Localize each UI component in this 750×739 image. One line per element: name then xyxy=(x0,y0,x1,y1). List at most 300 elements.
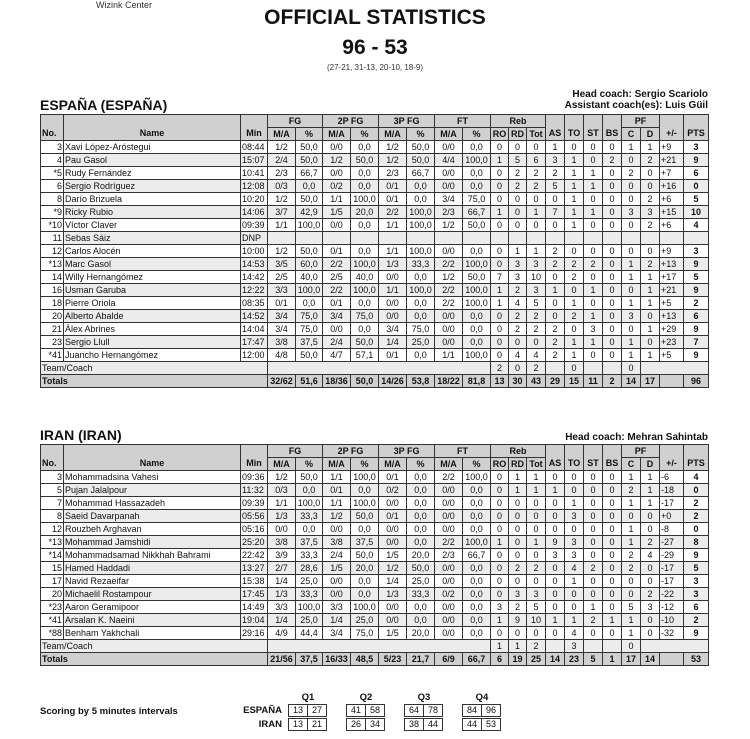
stat-p3 xyxy=(379,232,407,245)
stat-p3p: 0,0 xyxy=(407,180,435,193)
stat-bs: 0 xyxy=(603,258,622,271)
stat-as: 0 xyxy=(546,497,565,510)
stat-p3p: 0,0 xyxy=(407,614,435,627)
interval-score-box xyxy=(346,704,385,717)
stat-as: 1 xyxy=(546,614,565,627)
stat-ro: 0 xyxy=(491,523,509,536)
total-to: 23 xyxy=(565,653,584,666)
stat-st: 0 xyxy=(584,349,603,362)
stat-fg: 2/7 xyxy=(268,562,296,575)
interval-score: 84 xyxy=(463,705,482,716)
stat-rd: 0 xyxy=(509,523,527,536)
stat-rd: 5 xyxy=(509,154,527,167)
stat-pm: +16 xyxy=(660,180,684,193)
col-c: C xyxy=(622,458,641,471)
player-name: Víctor Claver xyxy=(64,219,241,232)
stat-p3: 0/1 xyxy=(379,471,407,484)
player-name: Marc Gasol xyxy=(64,258,241,271)
stat-ftp: 0,0 xyxy=(463,523,491,536)
stat-p2: 3/4 xyxy=(323,627,351,640)
player-number: *10 xyxy=(41,219,64,232)
total-rd: 19 xyxy=(509,653,527,666)
stat-ro: 1 xyxy=(491,536,509,549)
stat-fgp: 0,0 xyxy=(296,523,323,536)
stat-p3p: 0,0 xyxy=(407,523,435,536)
stat-fg: 2/5 xyxy=(268,271,296,284)
stat-d: 1 xyxy=(641,484,660,497)
stat-to: 0 xyxy=(565,588,584,601)
stat-to: 1 xyxy=(565,180,584,193)
team-stat-ro: 2 xyxy=(491,362,509,375)
player-minutes: 09:39 xyxy=(241,219,268,232)
stat-rd: 1 xyxy=(509,484,527,497)
player-name: Mohammadsamad Nikkhah Bahrami xyxy=(64,549,241,562)
stat-st: 1 xyxy=(584,180,603,193)
player-row xyxy=(41,562,709,575)
stat-pm: -27 xyxy=(660,536,684,549)
stat-pm: +0 xyxy=(660,510,684,523)
stat-p3p: 100,0 xyxy=(407,219,435,232)
stat-p3: 2/3 xyxy=(379,167,407,180)
stat-p2: 0/1 xyxy=(323,484,351,497)
stat-p2p: 25,0 xyxy=(351,614,379,627)
min-spacer xyxy=(241,115,268,128)
total-p2p: 48,5 xyxy=(351,653,379,666)
stat-pts: 2 xyxy=(684,497,709,510)
stat-c: 1 xyxy=(622,497,641,510)
col-name: Name xyxy=(64,128,241,141)
col-ro: RO xyxy=(491,458,509,471)
stat-p3: 1/4 xyxy=(379,575,407,588)
header-group-row xyxy=(41,115,709,128)
stat-p2: 0/0 xyxy=(323,141,351,154)
total-p3: 5/23 xyxy=(379,653,407,666)
stat-ft: 0/0 xyxy=(435,614,463,627)
stat-p3p: 0,0 xyxy=(407,601,435,614)
stat-fg: 1/2 xyxy=(268,245,296,258)
stat-d: 1 xyxy=(641,323,660,336)
stat-tot: 0 xyxy=(527,523,546,536)
stat-pts: 2 xyxy=(684,510,709,523)
stat-ftp: 0,0 xyxy=(463,614,491,627)
stat-ft: 0/0 xyxy=(435,336,463,349)
stat-fgp: 28,6 xyxy=(296,562,323,575)
total-d: 17 xyxy=(641,375,660,388)
stat-p3: 1/4 xyxy=(379,336,407,349)
player-name: Mohammad Jamshidi xyxy=(64,536,241,549)
stat-rd: 0 xyxy=(509,549,527,562)
total-st: 11 xyxy=(584,375,603,388)
player-row xyxy=(41,284,709,297)
stat-rd: 2 xyxy=(509,562,527,575)
col-rd: RD xyxy=(509,128,527,141)
stat-fgp: 100,0 xyxy=(296,219,323,232)
stat-st: 1 xyxy=(584,310,603,323)
stat-p2: 2/4 xyxy=(323,336,351,349)
stat-bs: 0 xyxy=(603,219,622,232)
stat-p2p: 100,0 xyxy=(351,471,379,484)
col-fg-pct: % xyxy=(296,128,323,141)
total-ro: 6 xyxy=(491,653,509,666)
stat-rd: 0 xyxy=(509,336,527,349)
col-bs: BS xyxy=(603,128,622,141)
stat-pm: -8 xyxy=(660,523,684,536)
stat-d: 4 xyxy=(641,549,660,562)
stat-pts: 5 xyxy=(684,271,709,284)
player-name: Navid Rezaeifar xyxy=(64,575,241,588)
player-name: Pujan Jalalpour xyxy=(64,484,241,497)
stat-bs: 0 xyxy=(603,206,622,219)
total-ft: 6/9 xyxy=(435,653,463,666)
player-minutes: 08:44 xyxy=(241,141,268,154)
totals-row xyxy=(41,653,709,666)
interval-score-box xyxy=(346,718,385,731)
total-as: 14 xyxy=(546,653,565,666)
player-name: Xavi López-Aróstegui xyxy=(64,141,241,154)
team-stat-rd: 0 xyxy=(509,362,527,375)
stat-as: 1 xyxy=(546,484,565,497)
player-minutes: 14:04 xyxy=(241,323,268,336)
stat-to: 0 xyxy=(565,284,584,297)
stat-as: 2 xyxy=(546,167,565,180)
stat-tot: 5 xyxy=(527,601,546,614)
team-stat-tot: 2 xyxy=(527,640,546,653)
stat-to: 1 xyxy=(565,614,584,627)
col-ft-pct: % xyxy=(463,458,491,471)
player-row xyxy=(41,323,709,336)
stat-d xyxy=(641,232,660,245)
stat-c: 0 xyxy=(622,245,641,258)
stat-p3: 0/0 xyxy=(379,536,407,549)
stat-as xyxy=(546,232,565,245)
stat-p2p: 50,0 xyxy=(351,510,379,523)
stat-p2p xyxy=(351,232,379,245)
player-minutes: 11:32 xyxy=(241,484,268,497)
col-to: TO xyxy=(565,458,584,471)
stat-bs: 0 xyxy=(603,349,622,362)
stat-rd: 1 xyxy=(509,245,527,258)
stat-rd: 0 xyxy=(509,536,527,549)
stat-p2p: 0,0 xyxy=(351,523,379,536)
player-row xyxy=(41,575,709,588)
stat-pm: -17 xyxy=(660,497,684,510)
stat-p2p: 0,0 xyxy=(351,484,379,497)
stat-bs: 0 xyxy=(603,471,622,484)
player-number: 16 xyxy=(41,284,64,297)
stat-p3: 0/0 xyxy=(379,523,407,536)
total-fg: 32/62 xyxy=(268,375,296,388)
stat-ftp: 100,0 xyxy=(463,284,491,297)
stat-d: 2 xyxy=(641,588,660,601)
player-name: Sergio Llull xyxy=(64,336,241,349)
player-number: 5 xyxy=(41,484,64,497)
stat-d: 2 xyxy=(641,193,660,206)
stat-tot: 5 xyxy=(527,297,546,310)
stat-rd: 2 xyxy=(509,310,527,323)
stat-pm: -10 xyxy=(660,614,684,627)
stat-fgp: 25,0 xyxy=(296,575,323,588)
stat-ft: 0/0 xyxy=(435,141,463,154)
col-ft-pct: % xyxy=(463,128,491,141)
name-spacer xyxy=(64,115,241,128)
player-number: *13 xyxy=(41,536,64,549)
stat-p3: 1/1 xyxy=(379,284,407,297)
stat-ft: 2/3 xyxy=(435,206,463,219)
team-coach-label: Team/Coach xyxy=(41,640,268,653)
player-name: Sebas Sáiz xyxy=(64,232,241,245)
stat-rd: 0 xyxy=(509,141,527,154)
stat-ro: 0 xyxy=(491,141,509,154)
stat-ftp: 66,7 xyxy=(463,206,491,219)
stat-ft: 0/0 xyxy=(435,323,463,336)
col-name: Name xyxy=(64,458,241,471)
interval-score: 53 xyxy=(485,719,496,729)
stat-st: 0 xyxy=(584,219,603,232)
stat-c: 1 xyxy=(622,523,641,536)
player-name: Carlos Alocén xyxy=(64,245,241,258)
stat-as: 0 xyxy=(546,297,565,310)
stat-p2: 1/2 xyxy=(323,154,351,167)
team-stat-st xyxy=(584,362,603,375)
stat-pts: 10 xyxy=(684,206,709,219)
stat-to: 0 xyxy=(565,601,584,614)
header-row xyxy=(41,128,709,141)
stat-as: 0 xyxy=(546,310,565,323)
stat-ft: 0/2 xyxy=(435,588,463,601)
stat-st: 3 xyxy=(584,323,603,336)
stat-ft: 2/2 xyxy=(435,297,463,310)
stat-fgp: 33,3 xyxy=(296,588,323,601)
total-pm xyxy=(660,375,684,388)
player-name: Pau Gasol xyxy=(64,154,241,167)
stat-p3: 0/0 xyxy=(379,297,407,310)
stat-ft: 0/0 xyxy=(435,523,463,536)
interval-score: 44 xyxy=(463,719,482,730)
player-row xyxy=(41,614,709,627)
stat-fg: 4/9 xyxy=(268,627,296,640)
stat-bs: 0 xyxy=(603,627,622,640)
stat-pm: +5 xyxy=(660,349,684,362)
stat-st: 0 xyxy=(584,497,603,510)
stat-bs: 0 xyxy=(603,484,622,497)
stat-ft: 0/0 xyxy=(435,601,463,614)
stat-as: 0 xyxy=(546,471,565,484)
interval-score: 64 xyxy=(405,705,424,716)
stat-fg: 3/4 xyxy=(268,310,296,323)
stat-tot: 0 xyxy=(527,193,546,206)
stat-c: 3 xyxy=(622,310,641,323)
stat-as: 3 xyxy=(546,549,565,562)
stat-ft: 2/2 xyxy=(435,471,463,484)
col-ft-ma: M/A xyxy=(435,128,463,141)
stat-bs: 2 xyxy=(603,154,622,167)
player-number: 20 xyxy=(41,310,64,323)
player-name: Hamed Haddadi xyxy=(64,562,241,575)
stat-bs: 0 xyxy=(603,523,622,536)
stat-ftp: 0,0 xyxy=(463,167,491,180)
stat-to: 1 xyxy=(565,575,584,588)
to-spacer xyxy=(565,115,584,128)
player-number: 17 xyxy=(41,575,64,588)
interval-score: 21 xyxy=(311,719,322,729)
pts-spacer xyxy=(684,445,709,458)
stat-p2p: 57,1 xyxy=(351,349,379,362)
stat-p2: 2/2 xyxy=(323,284,351,297)
stat-rd: 3 xyxy=(509,271,527,284)
col-pts: PTS xyxy=(684,458,709,471)
stat-pts: 3 xyxy=(684,575,709,588)
stat-pts: 9 xyxy=(684,284,709,297)
stat-fgp: 44,4 xyxy=(296,627,323,640)
stat-ftp: 0,0 xyxy=(463,484,491,497)
stat-pts: 6 xyxy=(684,601,709,614)
stat-ftp: 50,0 xyxy=(463,271,491,284)
player-name: Benham Yakhchali xyxy=(64,627,241,640)
stat-to: 4 xyxy=(565,562,584,575)
stat-st: 1 xyxy=(584,284,603,297)
total-p3p: 21,7 xyxy=(407,653,435,666)
team-coach-spacer xyxy=(268,362,491,375)
stat-as: 2 xyxy=(546,258,565,271)
team-stats-table xyxy=(40,444,709,666)
stat-pts: 9 xyxy=(684,549,709,562)
stat-d: 0 xyxy=(641,614,660,627)
stat-fg: 1/3 xyxy=(268,510,296,523)
stat-c: 2 xyxy=(622,549,641,562)
col-2p-ma: M/A xyxy=(323,128,351,141)
team-stat-to: 0 xyxy=(565,362,584,375)
p2-group: 2P FG xyxy=(323,445,379,458)
stat-tot: 1 xyxy=(527,536,546,549)
stat-pts: 0 xyxy=(684,180,709,193)
stat-st: 1 xyxy=(584,336,603,349)
stat-rd: 0 xyxy=(509,575,527,588)
player-name: Alberto Abalde xyxy=(64,310,241,323)
stat-p2p: 75,0 xyxy=(351,310,379,323)
stat-ro: 0 xyxy=(491,575,509,588)
stat-p2p: 100,0 xyxy=(351,193,379,206)
stat-p3p: 20,0 xyxy=(407,627,435,640)
interval-score: 34 xyxy=(369,719,380,729)
stat-pm: +6 xyxy=(660,193,684,206)
stat-fgp: 75,0 xyxy=(296,310,323,323)
col-d: D xyxy=(641,128,660,141)
player-number: 4 xyxy=(41,154,64,167)
player-minutes: 05:16 xyxy=(241,523,268,536)
stat-d: 3 xyxy=(641,206,660,219)
stat-rd: 2 xyxy=(509,167,527,180)
stat-p3: 1/2 xyxy=(379,154,407,167)
stat-as: 1 xyxy=(546,284,565,297)
stat-pm: +5 xyxy=(660,297,684,310)
stat-p3p: 100,0 xyxy=(407,206,435,219)
col-min: Min xyxy=(241,458,268,471)
stat-pm: +21 xyxy=(660,154,684,167)
stat-p3p: 25,0 xyxy=(407,575,435,588)
min-spacer xyxy=(241,445,268,458)
stat-p2p: 0,0 xyxy=(351,323,379,336)
player-number: 8 xyxy=(41,510,64,523)
stat-ftp: 100,0 xyxy=(463,536,491,549)
stat-tot: 0 xyxy=(527,497,546,510)
stat-to: 2 xyxy=(565,310,584,323)
stat-ro: 0 xyxy=(491,167,509,180)
col-rd: RD xyxy=(509,458,527,471)
total-pm xyxy=(660,653,684,666)
stat-c: 0 xyxy=(622,219,641,232)
as-spacer xyxy=(546,445,565,458)
stat-p3p: 25,0 xyxy=(407,336,435,349)
stat-ro: 1 xyxy=(491,284,509,297)
stat-pm: +9 xyxy=(660,141,684,154)
stat-pts: 3 xyxy=(684,588,709,601)
stat-d: 0 xyxy=(641,180,660,193)
stat-tot: 1 xyxy=(527,245,546,258)
stat-ftp: 100,0 xyxy=(463,258,491,271)
team-stat-to: 3 xyxy=(565,640,584,653)
ft-group: FT xyxy=(435,115,491,128)
stat-d: 2 xyxy=(641,154,660,167)
stat-pm: +7 xyxy=(660,167,684,180)
stat-c: 0 xyxy=(622,588,641,601)
totals-label: Totals xyxy=(41,375,268,388)
stat-p2p: 40,0 xyxy=(351,271,379,284)
stat-rd: 4 xyxy=(509,349,527,362)
total-rd: 30 xyxy=(509,375,527,388)
total-as: 29 xyxy=(546,375,565,388)
final-score: 96 - 53 xyxy=(342,36,408,59)
quarter-header: Q4 xyxy=(475,692,489,703)
stat-p2: 3/3 xyxy=(323,601,351,614)
stat-fg: 1/3 xyxy=(268,588,296,601)
col-3p-ma: M/A xyxy=(379,458,407,471)
stat-d: 0 xyxy=(641,336,660,349)
stat-c: 1 xyxy=(622,258,641,271)
interval-score: 13 xyxy=(289,719,308,730)
interval-score: 41 xyxy=(347,705,366,716)
stat-rd: 2 xyxy=(509,284,527,297)
col-tot: Tot xyxy=(527,128,546,141)
header-row xyxy=(41,458,709,471)
stat-p3p: 0,0 xyxy=(407,497,435,510)
stat-ftp: 0,0 xyxy=(463,323,491,336)
stat-pts: 0 xyxy=(684,523,709,536)
stat-as: 0 xyxy=(546,627,565,640)
stat-ro: 0 xyxy=(491,219,509,232)
total-bs: 1 xyxy=(603,653,622,666)
stat-ft: 0/0 xyxy=(435,180,463,193)
stat-fg: 2/4 xyxy=(268,154,296,167)
player-row xyxy=(41,232,709,245)
stat-c: 0 xyxy=(622,575,641,588)
stat-p2: 1/1 xyxy=(323,471,351,484)
stat-ro: 1 xyxy=(491,206,509,219)
stat-fg: 0/3 xyxy=(268,180,296,193)
interval-score: 38 xyxy=(405,719,424,730)
team-coach-spacer xyxy=(268,640,491,653)
reb-group: Reb xyxy=(491,445,546,458)
player-number: 20 xyxy=(41,588,64,601)
player-number: 3 xyxy=(41,141,64,154)
stat-fgp: 50,0 xyxy=(296,193,323,206)
stat-c: 1 xyxy=(622,297,641,310)
stat-rd: 2 xyxy=(509,323,527,336)
stat-p2p: 50,0 xyxy=(351,336,379,349)
stat-p3p: 0,0 xyxy=(407,471,435,484)
player-row xyxy=(41,258,709,271)
stat-to: 3 xyxy=(565,549,584,562)
stat-fgp: 0,0 xyxy=(296,297,323,310)
